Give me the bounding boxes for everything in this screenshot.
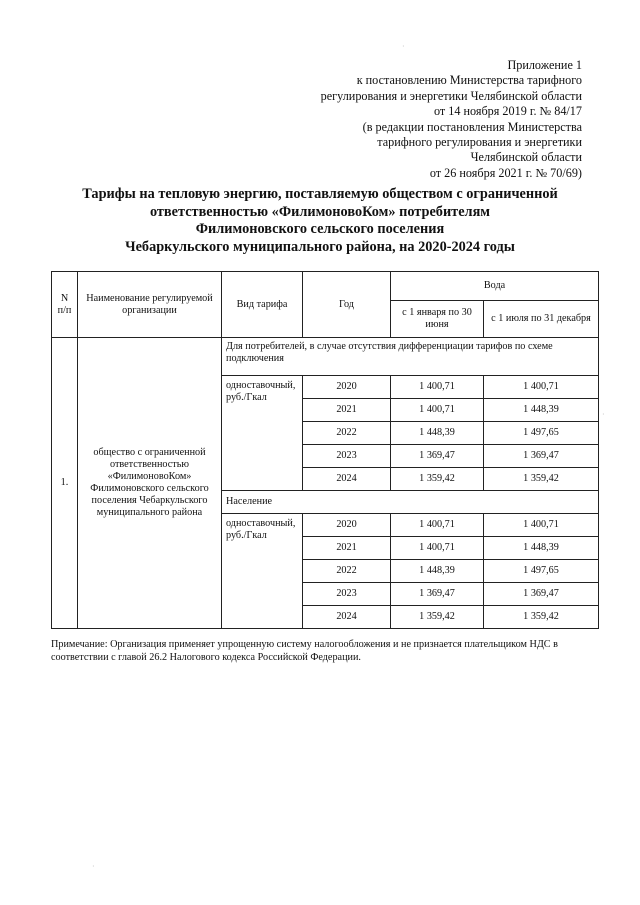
value-cell: 1 400,71 <box>391 399 484 422</box>
value-cell: 1 400,71 <box>391 514 484 537</box>
value-cell: 1 359,42 <box>484 606 599 629</box>
table-header-row <box>52 272 599 301</box>
header-tariff-type: Вид тарифа <box>222 272 303 338</box>
scan-speck: · <box>402 42 405 51</box>
value-cell: 1 497,65 <box>484 422 599 445</box>
value-cell: 1 448,39 <box>391 422 484 445</box>
appendix-line: тарифного регулирования и энергетики <box>377 135 582 150</box>
tariff-table <box>51 271 599 629</box>
year-cell: 2021 <box>303 399 391 422</box>
header-org: Наименование регулируемой организации <box>78 272 222 338</box>
value-cell: 1 400,71 <box>484 514 599 537</box>
document-title <box>40 186 600 256</box>
appendix-line: к постановлению Министерства тарифного <box>356 73 582 88</box>
appendix-line: (в редакции постановления Министерства <box>362 119 582 134</box>
appendix-block <box>282 58 582 181</box>
year-cell: 2020 <box>303 376 391 399</box>
section-label: Для потребителей, в случае отсутствия дифференциации тарифов по схеме подключения <box>222 338 599 376</box>
year-cell: 2024 <box>303 606 391 629</box>
year-cell: 2022 <box>303 560 391 583</box>
title-line: ответственностью «ФилимоновоКом» потребителям <box>149 203 491 220</box>
appendix-line: от 26 ноября 2021 г. № 70/69) <box>429 165 582 180</box>
appendix-line: от 14 ноября 2019 г. № 84/17 <box>433 104 582 119</box>
year-cell: 2023 <box>303 583 391 606</box>
header-period-1: с 1 января по 30 июня <box>391 301 484 338</box>
tariff-type: одноставочный, руб./Гкал <box>222 376 303 491</box>
appendix-line: Челябинской области <box>470 150 582 165</box>
value-cell: 1 497,65 <box>484 560 599 583</box>
tariff-type: одноставочный, руб./Гкал <box>222 514 303 629</box>
year-cell: 2021 <box>303 537 391 560</box>
value-cell: 1 359,42 <box>484 468 599 491</box>
year-cell: 2020 <box>303 514 391 537</box>
value-cell: 1 369,47 <box>391 583 484 606</box>
year-cell: 2024 <box>303 468 391 491</box>
value-cell: 1 448,39 <box>484 537 599 560</box>
header-water: Вода <box>391 272 599 301</box>
table-row <box>52 338 599 376</box>
organization-name: общество с ограниченной ответственностью «ФилимоновоКом» Филимоновского сельского поселения Чебаркульского муниципального района <box>78 338 222 629</box>
value-cell: 1 359,42 <box>391 468 484 491</box>
year-cell: 2022 <box>303 422 391 445</box>
appendix-line: регулирования и энергетики Челябинской области <box>320 88 582 103</box>
value-cell: 1 359,42 <box>391 606 484 629</box>
title-line: Тарифы на тепловую энергию, поставляемую обществом с ограниченной <box>82 186 558 202</box>
value-cell: 1 400,71 <box>391 537 484 560</box>
value-cell: 1 400,71 <box>484 376 599 399</box>
value-cell: 1 369,47 <box>484 583 599 606</box>
value-cell: 1 448,39 <box>484 399 599 422</box>
value-cell: 1 369,47 <box>391 445 484 468</box>
title-line: Филимоновского сельского поселения <box>195 221 445 238</box>
header-num: N п/п <box>52 272 78 338</box>
value-cell: 1 369,47 <box>484 445 599 468</box>
header-year: Год <box>303 272 391 338</box>
value-cell: 1 400,71 <box>391 376 484 399</box>
title-line: Чебаркульского муниципального района, на 2020-2024 годы <box>125 238 515 255</box>
footnote: Примечание: Организация применяет упрощенную систему налогообложения и не признается плательщиком НДС в соответствии с главой 26.2 Налогового кодекса Российской Федерации. <box>51 639 558 663</box>
scan-speck: · <box>92 862 95 871</box>
section-label: Население <box>222 491 599 514</box>
appendix-line: Приложение 1 <box>507 58 582 72</box>
year-cell: 2023 <box>303 445 391 468</box>
header-period-2: с 1 июля по 31 декабря <box>484 301 599 338</box>
row-number: 1. <box>52 338 78 629</box>
scan-speck: · <box>602 410 605 419</box>
value-cell: 1 448,39 <box>391 560 484 583</box>
